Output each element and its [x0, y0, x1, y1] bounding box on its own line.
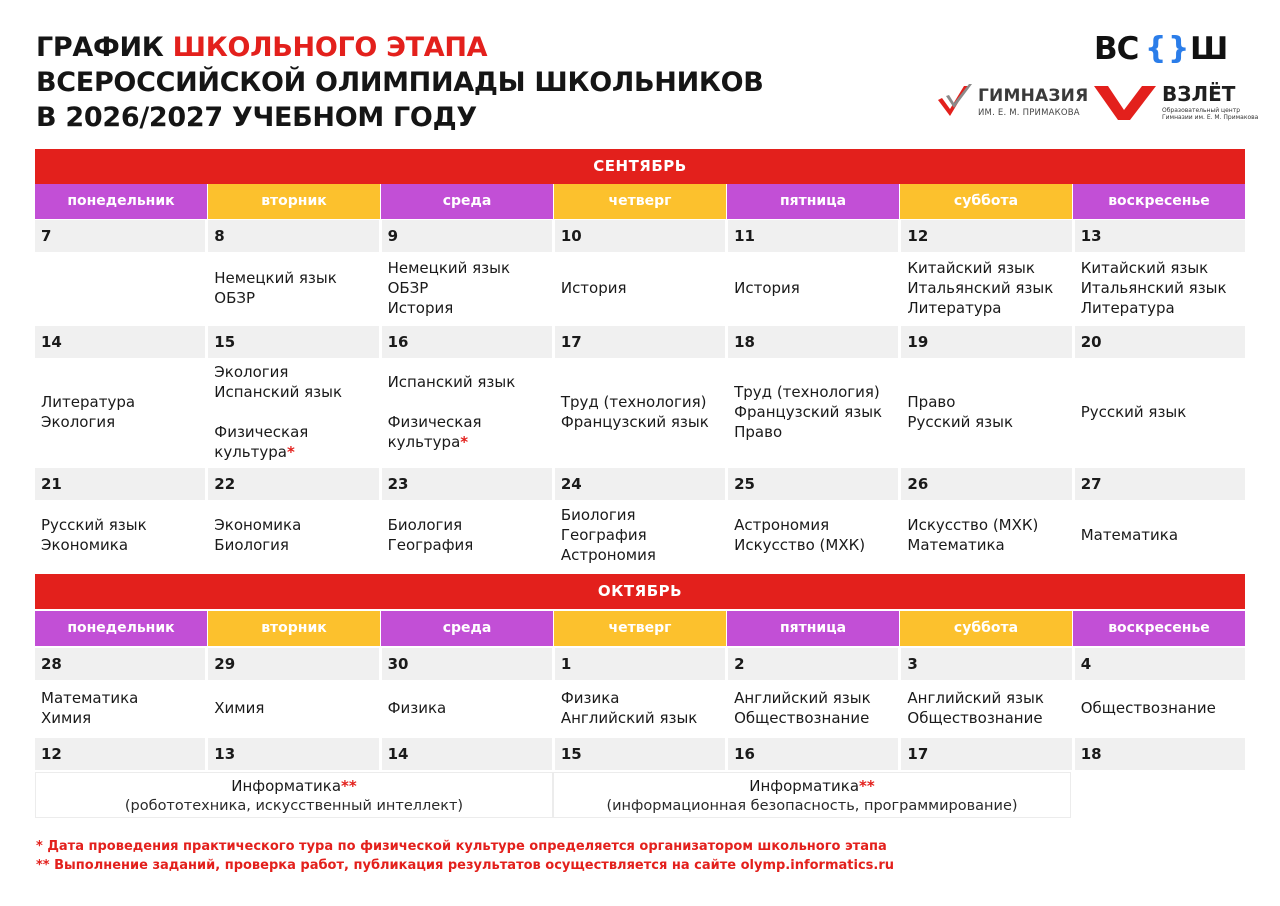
vzlet-name: ВЗЛЁТ: [1162, 82, 1236, 106]
calendar-day-cell: [382, 738, 555, 770]
subject-list: [388, 500, 550, 569]
calendar-day-cell: [35, 326, 208, 465]
weekday-sunday: воскресенье: [1073, 611, 1245, 646]
subject-list: [388, 252, 550, 324]
calendar-day-cell: [382, 648, 555, 736]
subject-list: [41, 680, 203, 736]
calendar-day-cell: [1075, 648, 1245, 736]
calendar-day-cell: [35, 648, 208, 736]
calendar-day-cell: [35, 738, 208, 770]
subject-item: Французский язык: [560, 412, 709, 431]
subject-item: Русский язык: [907, 412, 1014, 431]
day-number: 1: [555, 648, 725, 680]
day-number: 14: [35, 326, 205, 358]
title-line-2: ВСЕРОССИЙСКОЙ ОЛИМПИАДЫ ШКОЛЬНИКОВ: [36, 67, 764, 98]
subject-list: [561, 500, 723, 569]
calendar-day-cell: [555, 648, 728, 736]
svg-text:ВС: ВС: [1094, 31, 1139, 64]
subject-item: География: [560, 525, 647, 544]
informatics-block-1: Информатика** (робототехника, искусственный интеллект): [35, 772, 553, 818]
subject-item: Искусство (МХК): [734, 535, 866, 554]
subject-item: ОБЗР: [387, 279, 429, 297]
day-number: 23: [382, 468, 552, 500]
day-number: 16: [728, 738, 898, 770]
calendar-day-cell: [728, 220, 901, 324]
subject-item: География: [387, 535, 474, 554]
title-accent: ШКОЛЬНОГО ЭТАПА: [172, 32, 488, 63]
subject-item: Астрономия: [734, 515, 830, 534]
footnote-2: ** Выполнение заданий, проверка работ, публикация результатов осуществляется на сайте olymp.informatics.ru: [36, 858, 894, 873]
weekday-thursday: четверг: [554, 184, 727, 219]
week-row: [35, 738, 1245, 770]
weekday-monday: понедельник: [35, 184, 208, 219]
footnote-1: * Дата проведения практического тура по физической культуре определяется организатором школьного этапа: [36, 839, 887, 854]
page-title: [36, 30, 856, 135]
subject-item: Экология: [41, 412, 116, 431]
subject-item: Экология: [214, 362, 289, 381]
subject-item: Немецкий язык: [214, 269, 337, 287]
subject-item: Литература: [907, 299, 1002, 317]
calendar-day-cell: [1075, 326, 1245, 465]
weekday-friday: пятница: [727, 184, 900, 219]
subject-item: Математика: [41, 689, 139, 707]
subject-item: Математика: [1080, 525, 1179, 544]
weekday-saturday: суббота: [900, 184, 1073, 219]
subject-item: Труд (технология): [734, 382, 880, 401]
informatics-row: [35, 772, 1245, 818]
subject-item: Китайский язык: [1080, 259, 1209, 277]
gymnasium-subtitle: ИМ. Е. М. ПРИМАКОВА: [978, 108, 1080, 118]
subject-item: Итальянский язык: [907, 279, 1054, 297]
calendar-day-cell: [382, 326, 555, 465]
day-number: 20: [1075, 326, 1245, 358]
day-number: 15: [555, 738, 725, 770]
subject-item: Право: [734, 422, 783, 441]
day-number: 18: [1075, 738, 1245, 770]
day-number: 18: [728, 326, 898, 358]
subject-list: [214, 500, 376, 569]
weekday-tuesday: вторник: [208, 184, 381, 219]
calendar-day-cell: [382, 468, 555, 569]
subject-list: [388, 680, 550, 736]
svg-text:Ш: Ш: [1190, 31, 1229, 64]
subject-item: Обществознание: [907, 709, 1043, 727]
calendar-day-cell: [555, 468, 728, 569]
calendar-day-cell: [555, 326, 728, 465]
subject-item: Испанский язык: [387, 372, 516, 391]
subject-item: Физика: [387, 699, 447, 717]
week-row: [35, 220, 1245, 324]
subject-list: [214, 252, 376, 324]
gymnasium-logo: [936, 82, 1089, 122]
vzlet-subtitle: Образовательный центр Гимназии им. Е. М. Примакова: [1162, 107, 1259, 121]
calendar-day-cell: [208, 220, 381, 324]
subject-list: [561, 252, 723, 324]
subject-item: Химия: [41, 709, 92, 727]
calendar-day-cell: [35, 220, 208, 324]
day-number: 13: [1075, 220, 1245, 252]
day-number: 27: [1075, 468, 1245, 500]
subject-item: Итальянский язык: [1080, 279, 1227, 297]
subject-item: Китайский язык: [907, 259, 1035, 277]
subject-list: [1081, 252, 1243, 324]
day-number: 19: [901, 326, 1071, 358]
day-number: 24: [555, 468, 725, 500]
subject-item: Искусство (МХК): [907, 515, 1039, 534]
subject-item: Право: [907, 392, 956, 411]
day-number: 4: [1075, 648, 1245, 680]
subject-item: Обществознание: [734, 709, 870, 727]
day-number: 10: [555, 220, 725, 252]
weekday-saturday: суббота: [900, 611, 1073, 646]
subject-item: Английский язык: [734, 689, 871, 707]
subject-item: Литература: [41, 392, 136, 411]
subject-item: Английский язык: [907, 689, 1044, 707]
subject-list: [734, 500, 896, 569]
calendar-day-cell: [728, 468, 901, 569]
subject-list: [561, 680, 723, 736]
week-row: [35, 648, 1245, 736]
subject-list: [388, 358, 550, 465]
title-line-1: ГРАФИК ШКОЛЬНОГО ЭТАПА: [36, 32, 488, 63]
subject-item: Английский язык: [560, 709, 698, 727]
calendar-day-cell: [1075, 220, 1245, 324]
weekday-row-october: [35, 611, 1245, 646]
day-number: 30: [382, 648, 552, 680]
calendar-day-cell: [1075, 468, 1245, 569]
subject-item: Физическая: [387, 412, 482, 431]
gymnasium-mark-icon: [936, 82, 974, 122]
subject-item: Обществознание: [1080, 699, 1216, 717]
subject-list: [214, 680, 376, 736]
calendar-day-cell: [35, 468, 208, 569]
day-number: 2: [728, 648, 898, 680]
informatics-block-2: Информатика** (информационная безопасность, программирование): [553, 772, 1071, 818]
subject-item: Биология: [214, 535, 289, 554]
subject-item: Биология: [560, 505, 636, 524]
subject-list: [734, 252, 896, 324]
subject-item: Физическая: [214, 422, 309, 441]
calendar-day-cell: [382, 220, 555, 324]
day-number: 13: [208, 738, 378, 770]
day-number: 11: [728, 220, 898, 252]
subject-item: История: [734, 279, 800, 297]
weekday-friday: пятница: [727, 611, 900, 646]
calendar-day-cell: [208, 738, 381, 770]
week-row: [35, 326, 1245, 465]
subject-list: [734, 680, 896, 736]
vzlet-logo: [1094, 82, 1259, 122]
subject-item: Математика: [907, 535, 1005, 554]
calendar-day-cell: [728, 326, 901, 465]
subject-list: [907, 252, 1069, 324]
day-number: 26: [901, 468, 1071, 500]
calendar-day-cell: [208, 326, 381, 465]
vzlet-mark-icon: [1094, 84, 1158, 120]
subject-item: Астрономия: [560, 545, 656, 564]
calendar-day-cell: [728, 648, 901, 736]
subject-list: [561, 358, 723, 465]
subject-item: Литература: [1080, 299, 1175, 317]
subject-list: [41, 358, 203, 465]
calendar-day-cell: [1075, 738, 1245, 770]
calendar-day-cell: [555, 738, 728, 770]
subject-item: Физика: [560, 689, 620, 707]
day-number: 15: [208, 326, 378, 358]
svg-text:}: }: [1168, 31, 1190, 64]
calendar-day-cell: [901, 220, 1074, 324]
calendar-day-cell: [208, 468, 381, 569]
subject-list: [1081, 358, 1243, 465]
weekday-sunday: воскресенье: [1073, 184, 1245, 219]
subject-item: культура*: [214, 442, 295, 461]
calendar-day-cell: [901, 326, 1074, 465]
subject-list: [734, 358, 896, 465]
subject-list: [1081, 500, 1243, 569]
day-number: 14: [382, 738, 552, 770]
weekday-tuesday: вторник: [208, 611, 381, 646]
day-number: 17: [555, 326, 725, 358]
day-number: 22: [208, 468, 378, 500]
day-number: 16: [382, 326, 552, 358]
day-number: 12: [35, 738, 205, 770]
day-number: 8: [208, 220, 378, 252]
subject-item: культура*: [387, 432, 469, 451]
day-number: 9: [382, 220, 552, 252]
calendar-day-cell: [901, 738, 1074, 770]
day-number: 12: [901, 220, 1071, 252]
day-number: 7: [35, 220, 205, 252]
day-number: 17: [901, 738, 1071, 770]
subject-list: [41, 252, 203, 324]
subject-item: Труд (технология): [560, 392, 707, 411]
subject-item: ОБЗР: [214, 289, 256, 307]
weekday-wednesday: среда: [381, 611, 554, 646]
title-line-3: В 2026/2027 УЧЕБНОМ ГОДУ: [36, 102, 477, 133]
day-number: 3: [901, 648, 1071, 680]
month-header-september: СЕНТЯБРЬ: [35, 149, 1245, 184]
week-row: [35, 468, 1245, 569]
weekday-thursday: четверг: [554, 611, 727, 646]
day-number: 25: [728, 468, 898, 500]
calendar-day-cell: [555, 220, 728, 324]
subject-item: Русский язык: [1080, 402, 1187, 421]
day-number: 28: [35, 648, 205, 680]
subject-item: Экономика: [214, 515, 302, 534]
weekday-row-september: [35, 184, 1245, 219]
subject-item: Испанский язык: [214, 382, 343, 401]
subject-item: Биология: [387, 515, 463, 534]
subject-list: [907, 500, 1069, 569]
day-number: 21: [35, 468, 205, 500]
calendar-day-cell: [728, 738, 901, 770]
calendar-day-cell: [901, 648, 1074, 736]
weekday-wednesday: среда: [381, 184, 554, 219]
day-number: 29: [208, 648, 378, 680]
vsosh-logo: [1094, 30, 1246, 64]
subject-item: История: [387, 299, 454, 317]
subject-list: [1081, 680, 1243, 736]
svg-text:{: {: [1145, 31, 1167, 64]
subject-item: Химия: [214, 699, 265, 717]
calendar-day-cell: [901, 468, 1074, 569]
subject-item: Экономика: [41, 535, 129, 554]
subject-item: Русский язык: [41, 515, 147, 534]
subject-list: [214, 358, 376, 465]
month-header-october: ОКТЯБРЬ: [35, 574, 1245, 609]
subject-list: [907, 680, 1069, 736]
gymnasium-name: ГИМНАЗИЯ: [978, 86, 1089, 106]
subject-item: История: [560, 279, 627, 297]
weekday-monday: понедельник: [35, 611, 208, 646]
calendar-day-cell: [208, 648, 381, 736]
subject-item: Немецкий язык: [387, 259, 511, 277]
subject-list: [41, 500, 203, 569]
subject-list: [907, 358, 1069, 465]
subject-item: Французский язык: [734, 402, 883, 421]
